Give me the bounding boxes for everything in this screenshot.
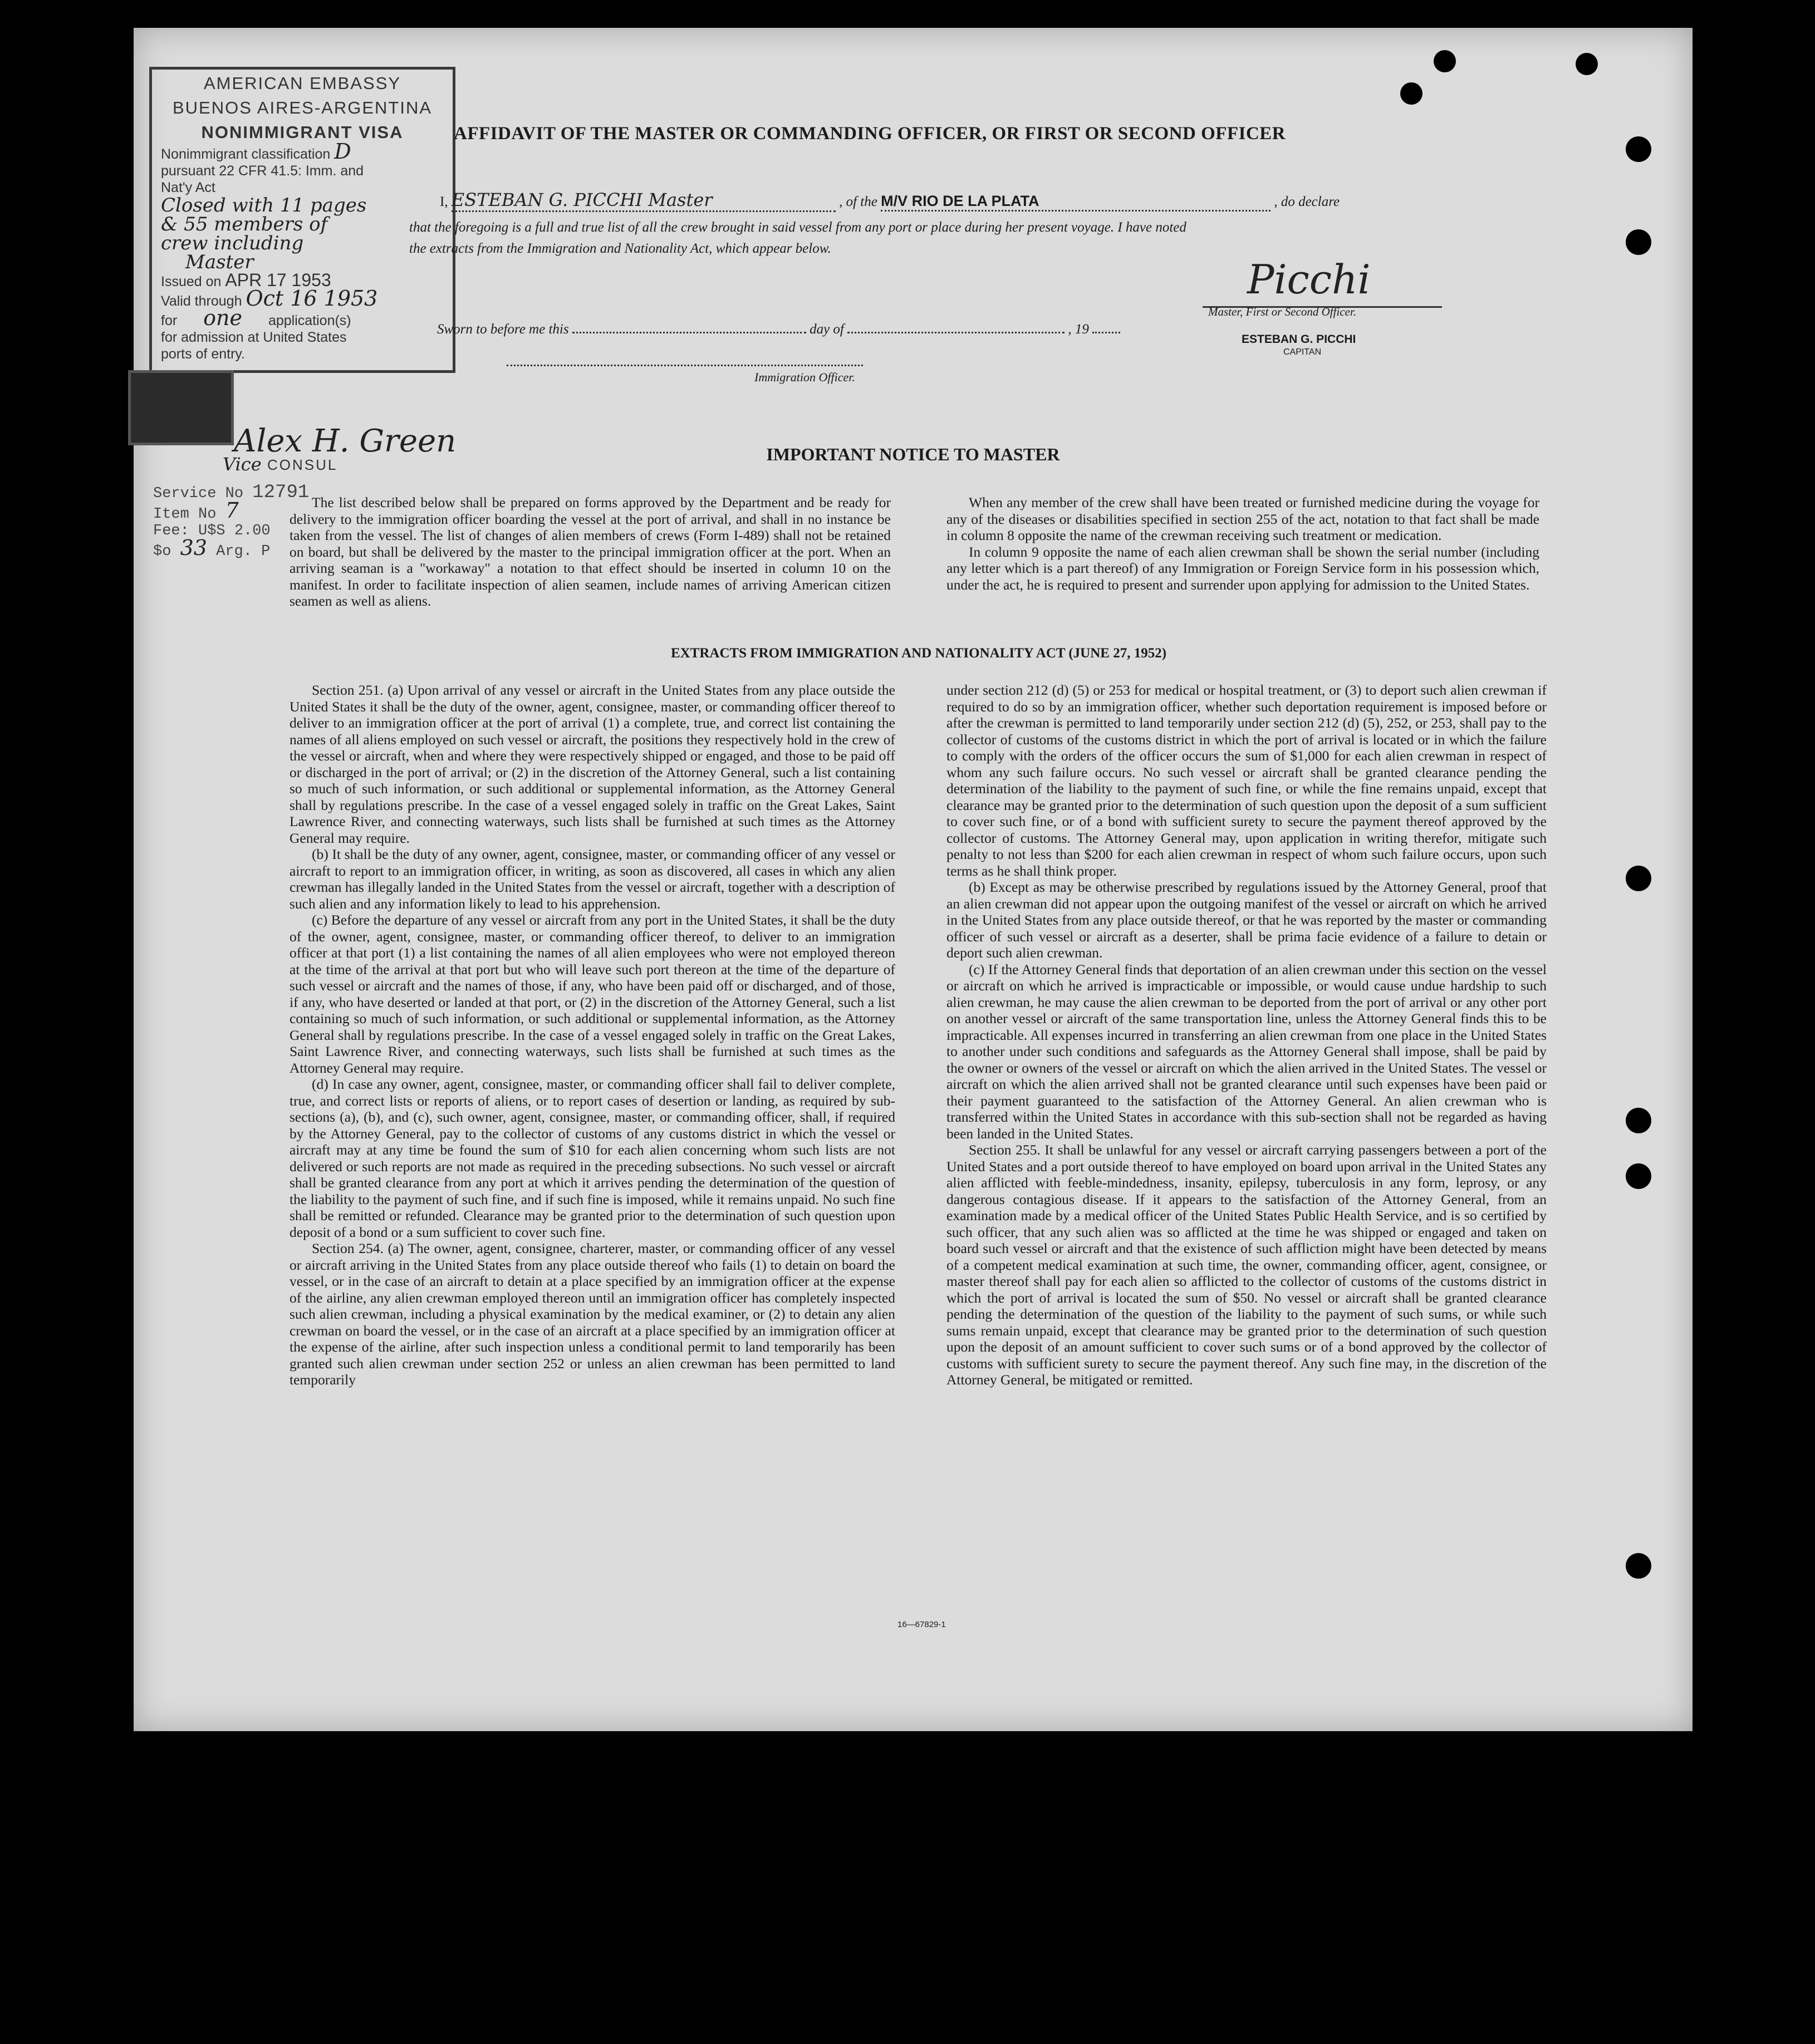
punch-hole — [1626, 866, 1651, 891]
punch-hole — [1626, 1163, 1651, 1189]
punch-hole — [1626, 1108, 1651, 1133]
affidavit-line2: that the foregoing is a full and true list of all the crew brought in said vessel from any port or place during her present voyage. I have noted — [409, 220, 1186, 235]
extracts-left-column — [290, 682, 895, 1388]
punch-hole — [1626, 136, 1651, 162]
section-251a: Section 251. (a) Upon arrival of any vessel or aircraft in the United States from any place outside the United States it shall be the duty of the owner, agent, consignee, master, or commanding officer thereof to deliver to an immigration officer at the port of arrival (1) a complete, true, and correct list containing the names of all aliens employed on such vessel or aircraft, the positions they respectively hold in the crew of the vessel or aircraft, when and where they were respectively shipped or engaged, and those to be paid off or discharged in the port of arrival; or (2) in the discretion of the Attorney General, such a list containing so much of such information, or such additional or supplemental information, as the Attorney General shall by regulations prescribe. In the case of a vessel engaged solely in traffic on the Great Lakes, Saint Lawrence River, and connecting waterways, such lists shall be furnished at such times as the Attorney General may require. — [290, 682, 895, 846]
sworn-line — [437, 322, 1161, 337]
revenue-stamp — [128, 370, 234, 445]
arg-suffix: Arg. P — [216, 543, 271, 560]
handwritten-note-4: Master — [185, 251, 254, 273]
admission-text: for admission at United States — [161, 330, 347, 345]
issued-date: APR 17 1953 — [225, 270, 331, 290]
valid-date: Oct 16 1953 — [246, 286, 378, 311]
do-declare-label: , do declare — [1274, 194, 1340, 209]
notice-right-column — [946, 494, 1539, 593]
ports-text: ports of entry. — [161, 346, 245, 362]
master-signature: Picchi — [1247, 256, 1371, 303]
stamp-line1: AMERICAN EMBASSY — [203, 73, 401, 93]
form-number: 16—67829-1 — [897, 1620, 946, 1629]
punch-hole — [1400, 82, 1422, 105]
handwritten-note-1: Closed with 11 pages — [161, 194, 367, 217]
item-label: Item No — [153, 506, 217, 523]
immigration-officer-caption: Immigration Officer. — [754, 370, 855, 384]
valid-label: Valid through — [161, 293, 242, 309]
notice-left-paragraph: The list described below shall be prepared on forms approved by the Department and be ready for delivery to the immigration officer boarding the vessel at the port of arrival, and shall in no instance be taken from the vessel. The list of changes of alien members of crews (Form I-489) shall not be retained on board, but shall be delivered by the master to the principal immigration officer at the port. When an arriving seaman is a "workaway" a notation to that effect should be inserted in column 10 on the manifest. In order to facilitate inspection of alien seamen, include names of arriving American citizen seamen as well as aliens. — [290, 494, 891, 609]
section-255: Section 255. It shall be unlawful for any vessel or aircraft carrying passengers between a port of the United States and a port outside thereof to have employed on board upon arrival in the United States any alien afflicted with feeble-mindedness, insanity, epilepsy, tuberculosis in any form, leprosy, or any dangerous contagious disease. If it appears to the satisfaction of the Attorney General, from an examination made by a medical officer of the United States Public Health Service, and is so certified by such officer, that any such alien was so afflicted at the time he was shipped or engaged and taken on board such vessel or aircraft and that the existence of such affliction might have been detected by means of a competent medical examination at such time, the owner, commanding officer, agent, consignee, or master thereof shall pay for each alien so afflicted to the collector of customs of the customs district in which the port of arrival is located the sum of $50. No vessel or aircraft shall be granted clearance pending the determination of the question of the liability to the payment of such sums, or while such sums remain unpaid, except that clearance may be granted prior to the determination of such question upon the deposit of an amount sufficient to cover such sums or of a bond approved by the collector of customs with sufficient surety to secure the payment thereof. Any such fine may, in the discretion of the Attorney General, be mitigated or remitted. — [946, 1142, 1547, 1388]
nat-act-text: Nat'y Act — [161, 180, 215, 195]
section-251d: (d) In case any owner, agent, consignee, master, or commanding officer shall fail to deliver complete, true, and correct lists or reports of aliens, or to report cases of desertion or landing, as required by sub-sections (a), (b), and (c), such owner, agent, consignee, master, or commanding officer, shall, if required by the Attorney General, pay to the collector of customs of any customs district in which the vessel or aircraft may at any time be found the sum of $10 for each alien concerning whom such lists are not delivered or such reports are not made as required in the preceding subsections. No such vessel or aircraft shall be granted clearance from any port at which it arrives pending the determination of the question of the liability to the payment of such fine, and if such fine is imposed, while it remains unpaid. No such fine shall be remitted or refunded. Clearance may be granted prior to the determination of such question upon deposit of a bond or a sum sufficient to cover such fine. — [290, 1076, 895, 1240]
stamp-line2: BUENOS AIRES-ARGENTINA — [172, 98, 433, 117]
pursuant-text: pursuant 22 CFR 41.5: Imm. and — [161, 163, 364, 179]
section-251b: (b) It shall be the duty of any owner, agent, consignee, master, or commanding officer of any vessel or aircraft to report to an immigration officer, in writing, as soon as discovered, all cases in which any alien crewman has illegally landed in the United States from the vessel or aircraft, together with a description of such alien and any information likely to lead to his apprehension. — [290, 846, 895, 912]
printed-master-name: ESTEBAN G. PICCHI — [1242, 333, 1356, 346]
item-number: 7 — [225, 498, 239, 523]
section-251c: (c) Before the departure of any vessel or aircraft from any port in the United States, it shall be the duty of the owner, agent, consignee, master, or commanding officer thereof, to deliver to an immigration officer at that port (1) a list containing the names of all alien employees who were not employed thereon at the time of the arrival at that port but who will leave such port thereon at the time of the departure of such vessel or aircraft and the names of those, if any, who have been paid off or discharged, and of those, if any, who have deserted or landed at that port, or (2) in the discretion of the Attorney General, such a list containing so much of such information, or such additional or supplemental information, as the Attorney General shall by regulations prescribe. In the case of a vessel engaged solely in traffic on the Great Lakes, Saint Lawrence River, and connecting waterways, such lists shall be furnished at such times as the Attorney General may require. — [290, 912, 895, 1076]
i-label: I, — [440, 194, 448, 209]
master-name-field: ESTEBAN G. PICCHI Master — [452, 189, 836, 212]
section-254c: (c) If the Attorney General finds that deportation of an alien crewman under this section on the vessel or aircraft on which he arrived is impracticable or impossible, or would cause undue hardship to such alien crewman, he may cause the alien crewman to be deported from the port of arrival or any other port on another vessel or aircraft of the same transportation line, unless the Attorney General finds this to be impracticable. All expenses incurred in transferring an alien crewman from one place in the United States to another under such conditions and safeguards as the Attorney General shall impose, shall be paid by the owner or owners of the vessel or aircraft on which the alien arrived in the United States. The vessel or aircraft on which the alien arrived shall not be granted clearance until such expenses have been paid or their payment guaranteed to the satisfaction of the Attorney General. An alien crewman who is transferred within the United States in accordance with this sub-section shall not be regarded as having been landed in the United States. — [946, 961, 1547, 1142]
section-254a: Section 254. (a) The owner, agent, consignee, charterer, master, or commanding officer of any vessel or aircraft arriving in the United States from any place outside thereof who fails (1) to detain on board the vessel, or in the case of an aircraft to detain at a place specified by an immigration officer at the expense of the airline, any alien crewman employed thereon until an immigration officer has completely inspected such alien crewman, including a physical examination by the medical examiner, or (2) to detain any alien crewman on board the vessel, or in the case of an aircraft at a place specified by an immigration officer at the expense of the airline, after such inspection unless a conditional permit to land temporarily has been granted such alien crewman under section 252 or unless an alien crewman has been permitted to land temporarily — [290, 1240, 895, 1388]
stamp-line3: NONIMMIGRANT VISA — [201, 122, 404, 142]
affidavit-line1 — [440, 189, 1420, 212]
of-the-label: , of the — [839, 194, 877, 209]
extracts-right-column — [946, 682, 1547, 1388]
section-254b: (b) Except as may be otherwise prescribed by regulations issued by the Attorney General, proof that an alien crewman did not appear upon the outgoing manifest of the vessel or aircraft on which he arrived in the United States from any place outside thereof, or that he was reported by the master or commanding officer of such vessel or aircraft as a deserter, shall be prima facie evidence of a failure to detain or deport such alien crewman. — [946, 879, 1547, 961]
punch-hole — [1576, 53, 1598, 75]
notice-title: IMPORTANT NOTICE TO MASTER — [766, 444, 1060, 464]
affidavit-title: AFFIDAVIT OF THE MASTER OR COMMANDING OFFICER, OR FIRST OR SECOND OFFICER — [454, 124, 1286, 144]
fee-text: Fee: U$S 2.00 — [153, 523, 271, 539]
service-label: Service No — [153, 485, 244, 502]
day-of-label: day of — [810, 322, 844, 337]
consul-label: CONSUL — [267, 456, 338, 473]
service-stamp — [153, 484, 309, 560]
vice-label: Vice — [223, 454, 262, 475]
notice-right-paragraph-1: When any member of the crew shall have been treated or furnished medicine during the voyage for any of the diseases or disabilities specified in section 255 of the act, notation to that fact shall be made in column 8 opposite the name of the crewman receiving such treatment or medication. — [946, 494, 1539, 543]
application-label: application(s) — [268, 313, 351, 328]
service-number: 12791 — [252, 482, 310, 503]
sworn-label: Sworn to before me this — [437, 322, 569, 337]
master-caption: Master, First or Second Officer. — [1208, 305, 1356, 318]
extracts-title: EXTRACTS FROM IMMIGRATION AND NATIONALITY ACT (JUNE 27, 1952) — [670, 646, 1167, 661]
notice-right-paragraph-2: In column 9 opposite the name of each alien crewman shall be shown the serial number (including any letter which is a part thereof) of any Immigration or Foreign Service form in his possession which, under the act, he is required to present and surrender upon applying for admission to the United States. — [946, 543, 1539, 593]
for-label: for — [161, 313, 178, 328]
punch-hole — [1434, 50, 1456, 72]
for-value: one — [203, 306, 242, 330]
issued-label: Issued on — [161, 274, 222, 289]
vessel-name-field: M/V RIO DE LA PLATA — [881, 193, 1270, 212]
affidavit-line3: the extracts from the Immigration and Nationality Act, which appear below. — [409, 241, 831, 256]
arg-prefix: $o — [153, 543, 171, 560]
consul-signature: Alex H. Green — [234, 423, 457, 459]
handwritten-note-2: & 55 members of — [161, 213, 328, 235]
punch-hole — [1626, 1553, 1651, 1579]
section-254a-cont: under section 212 (d) (5) or 253 for medical or hospital treatment, or (3) to deport such alien crewman if required to do so by an immigration officer, whether such deportation requirement is imposed before or after the crewman is permitted to land temporarily under section 212 (d) (5), 252, or 253, shall pay to the collector of customs of the customs district in which the port of arrival is located or in which the failure to comply with the orders of the officer occurs the sum of $1,000 for each alien crewman in respect of whom any such failure occurs. No such vessel or aircraft shall be granted clearance pending the determination of the liability to the payment of such fine, or while the fine remains unpaid, except that clearance may be granted prior to the determination of such question upon the deposit of a sum sufficient to cover such fine, or of a bond with sufficient surety to secure the payment thereof approved by the collector of customs. The Attorney General may, upon application in writing therefor, mitigate such penalty to not less than $200 for each alien crewman in respect of whom such failure occurs, upon such terms as he shall think proper. — [946, 682, 1547, 879]
classification-label: Nonimmigrant classification — [161, 146, 331, 162]
punch-hole — [1626, 229, 1651, 255]
classification-value: D — [334, 139, 351, 164]
handwritten-note-3: crew including — [161, 232, 304, 254]
arg-value: 33 — [180, 535, 207, 560]
printed-master-title: CAPITAN — [1283, 347, 1322, 357]
year-label: , 19 — [1068, 322, 1089, 337]
notice-left-column — [290, 494, 891, 610]
